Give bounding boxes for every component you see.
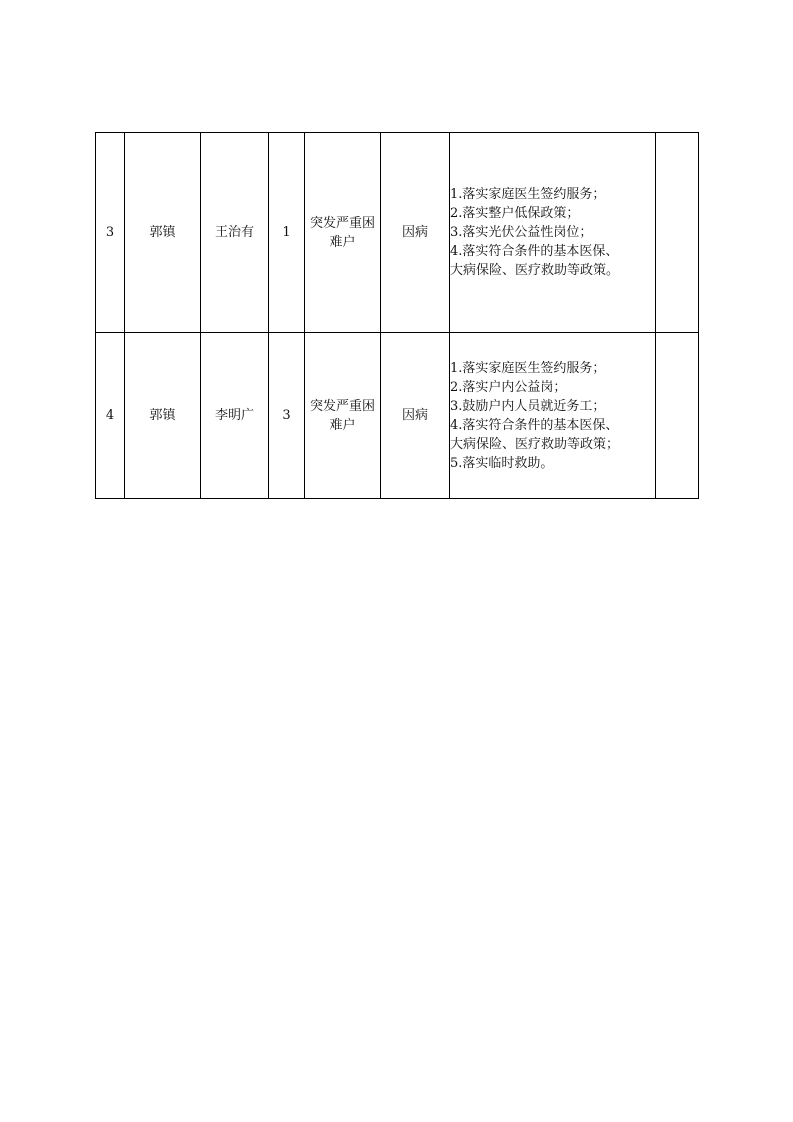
category-cell: 突发严重困难户 xyxy=(305,133,381,333)
measure-line: 3.落实光伏公益性岗位； xyxy=(450,225,593,240)
measure-line: 2.落实整户低保政策； xyxy=(450,206,580,221)
table-row xyxy=(96,133,699,333)
assistance-table xyxy=(95,132,699,499)
measure-line: 大病保险、医疗救助等政策； xyxy=(450,436,620,452)
row-index-cell: 3 xyxy=(96,133,125,333)
town-cell: 郭镇 xyxy=(125,333,201,499)
table-row xyxy=(96,333,699,499)
measure-line: 1.落实家庭医生签约服务； xyxy=(450,187,606,202)
name-cell: 王治有 xyxy=(201,133,269,333)
measures-cell xyxy=(450,333,656,499)
measure-line: 5.落实临时救助。 xyxy=(450,455,554,471)
measure-line: 3.鼓励户内人员就近务工； xyxy=(450,398,606,414)
measure-line: 大病保险、医疗救助等政策。 xyxy=(450,263,620,278)
measure-line: 1.落实家庭医生签约服务； xyxy=(450,360,606,376)
name-cell: 李明广 xyxy=(201,333,269,499)
category-cell: 突发严重困难户 xyxy=(305,333,381,499)
measures-cell xyxy=(450,133,656,333)
town-cell: 郭镇 xyxy=(125,133,201,333)
reason-cell: 因病 xyxy=(381,133,450,333)
measure-line: 2.落实户内公益岗； xyxy=(450,379,567,395)
reason-cell: 因病 xyxy=(381,333,450,499)
remark-cell xyxy=(656,133,699,333)
household-count-cell: 1 xyxy=(269,133,305,333)
measure-line: 4.落实符合条件的基本医保、 xyxy=(450,417,619,433)
measure-line: 4.落实符合条件的基本医保、 xyxy=(450,244,619,259)
remark-cell xyxy=(656,333,699,499)
row-index-cell: 4 xyxy=(96,333,125,499)
household-count-cell: 3 xyxy=(269,333,305,499)
